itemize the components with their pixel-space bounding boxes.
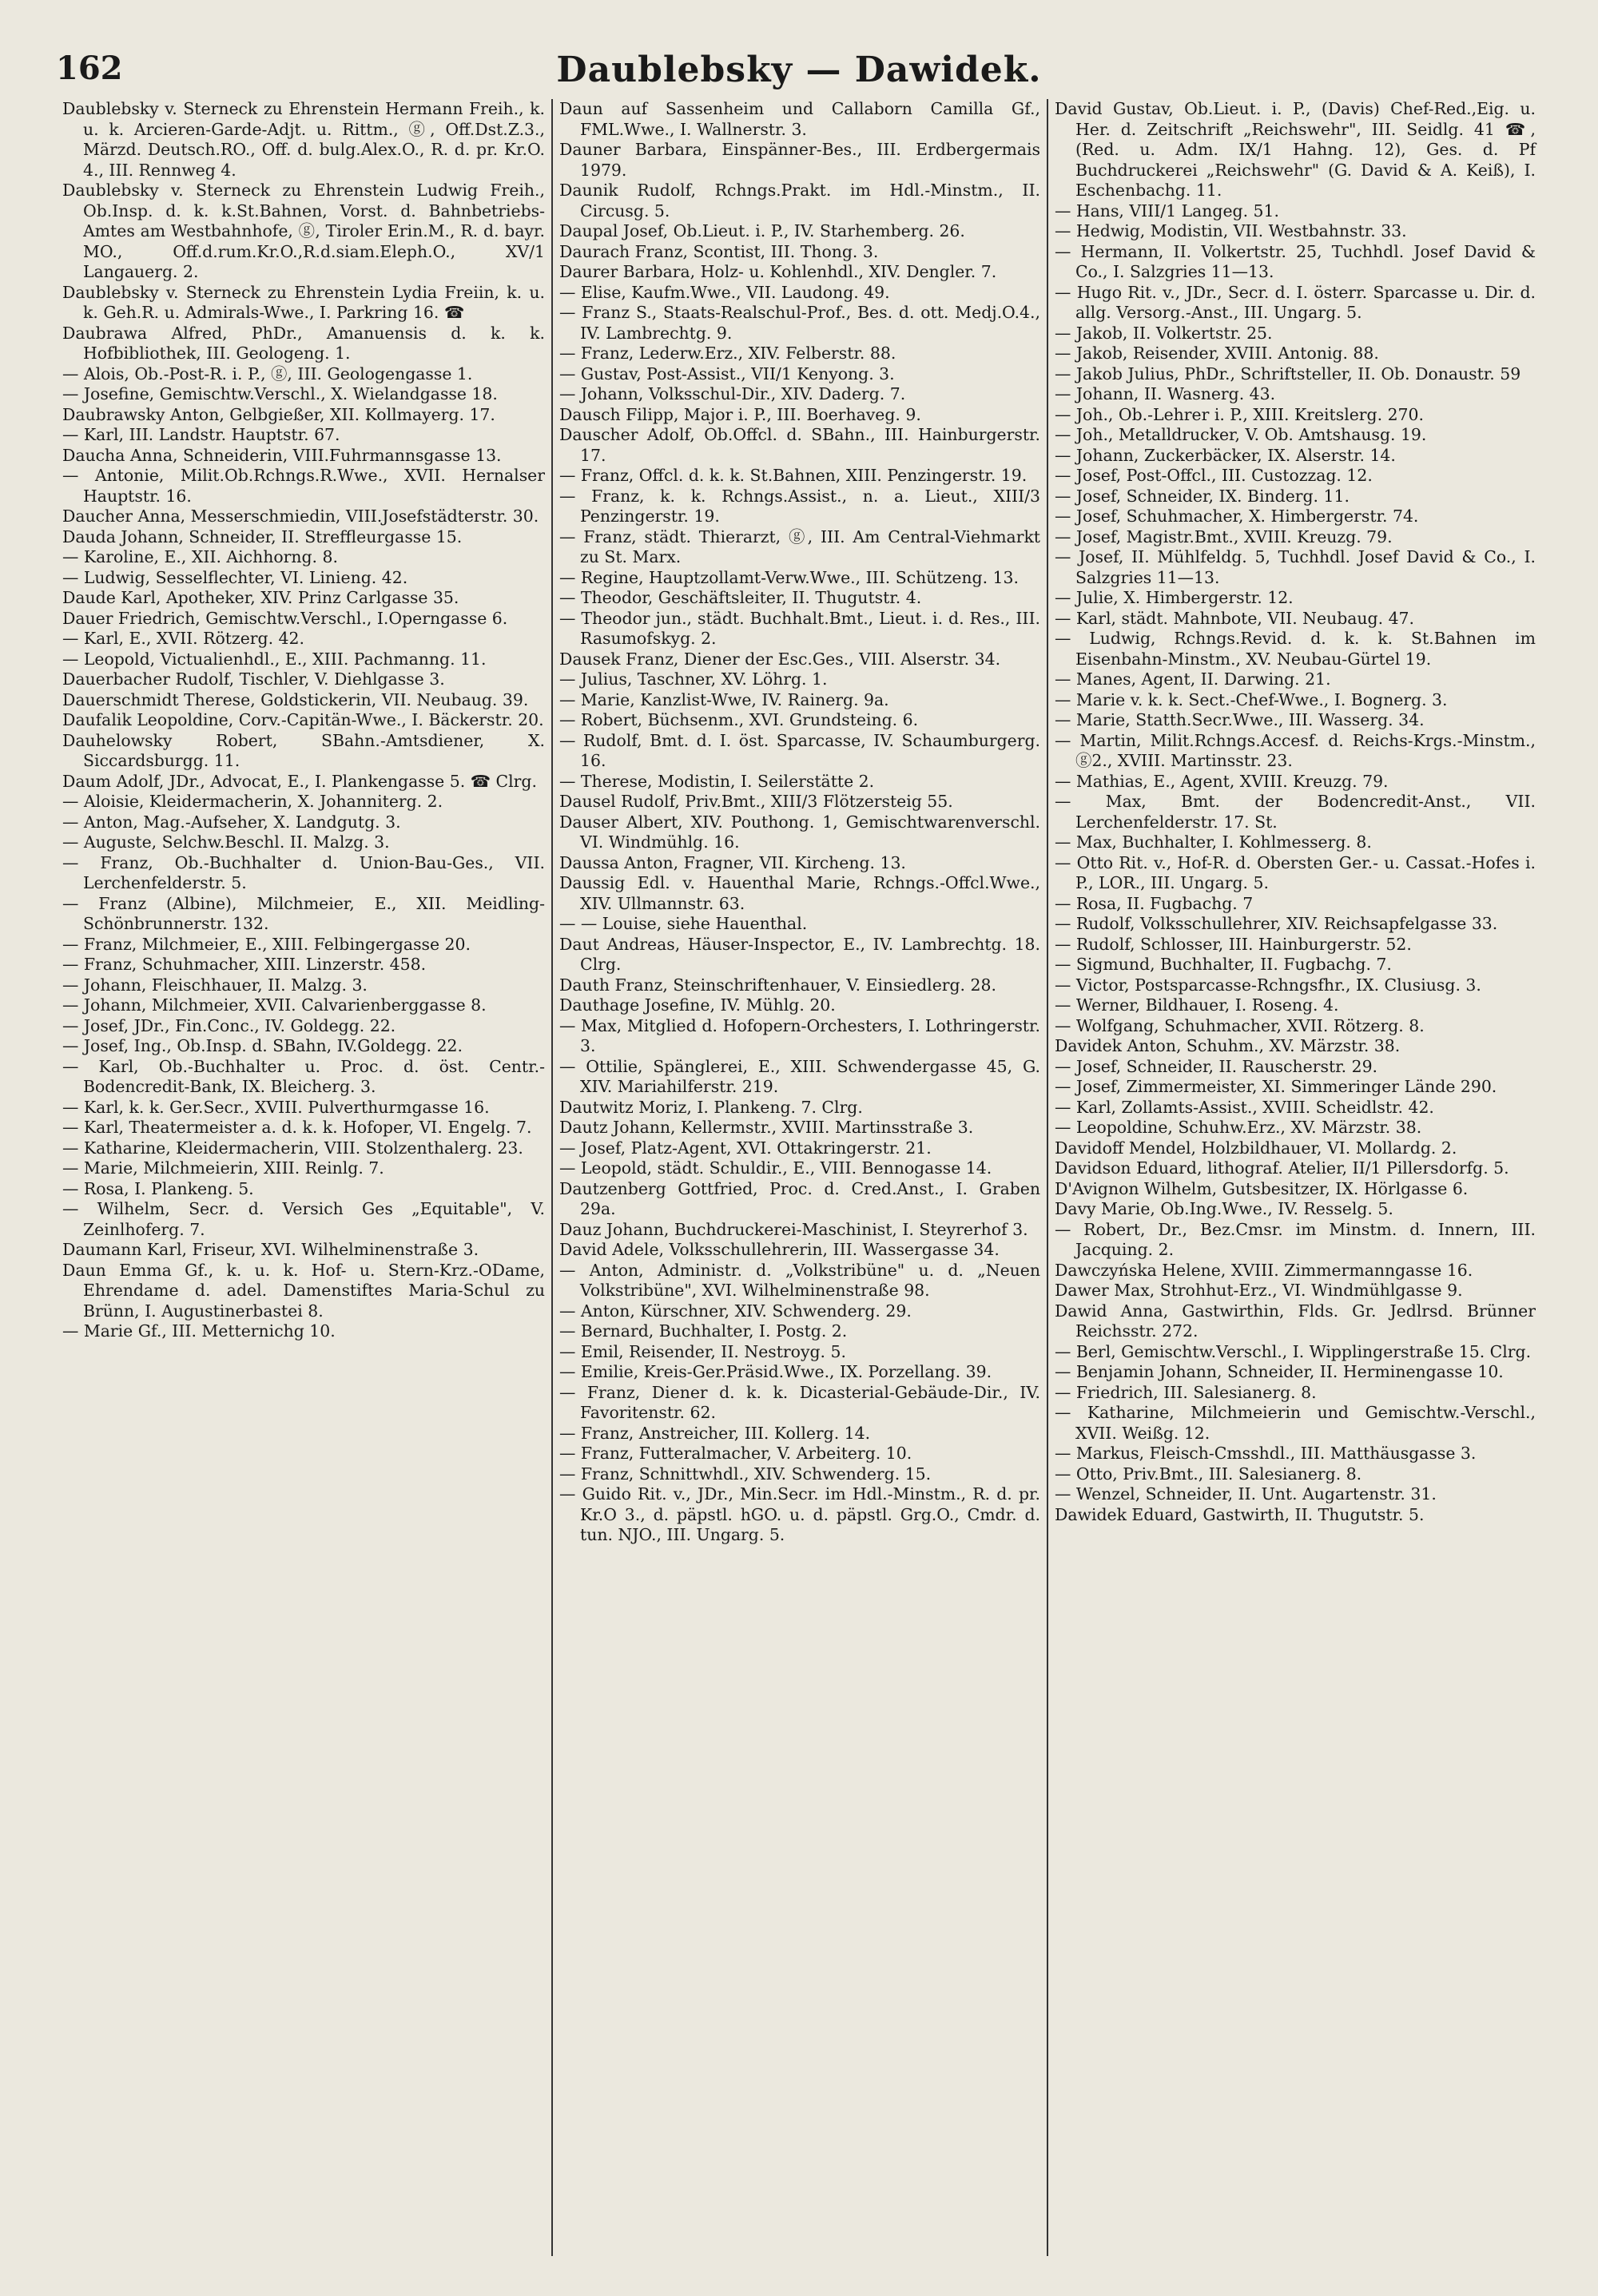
directory-entry: Davidson Eduard, lithograf. Atelier, II/1 Pillersdorfg. 5. (1055, 1158, 1509, 1178)
directory-entry: David Gustav, Ob.Lieut. i. P., (Davis) Chef-Red.,Eig. u. Her. d. Zeitschrift „Reichswehr", III. Seidlg. 41 ☎, (Red. u. Adm. IX/1 Hahng. 12), Ges. d. Pf Buchdruckerei „Reichswehr" (G. David & A. Keiß), I. Eschenbachg. 11. (1055, 99, 1536, 200)
directory-entry: — Josef, Magistr.Bmt., XVIII. Kreuzg. 79. (1055, 526, 1393, 546)
directory-entry: — Anton, Kürschner, XIV. Schwenderg. 29. (559, 1301, 912, 1321)
directory-entry: — Joh., Metalldrucker, V. Ob. Amtshausg. 19. (1055, 425, 1427, 444)
directory-entry: Davy Marie, Ob.Ing.Wwe., IV. Resselg. 5. (1055, 1199, 1393, 1218)
directory-entry: — Bernard, Buchhalter, I. Postg. 2. (559, 1321, 848, 1341)
directory-entry: — — Louise, siehe Hauenthal. (559, 914, 808, 933)
directory-entry: — Franz, Schuhmacher, XIII. Linzerstr. 458. (62, 955, 427, 974)
directory-entry: — Robert, Büchsenm., XVI. Grundsteing. 6. (559, 710, 919, 729)
directory-entry: — Franz, städt. Thierarzt, ⓖ, III. Am Central-Viehmarkt zu St. Marx. (559, 526, 1040, 566)
directory-entry: — Otto Rit. v., Hof-R. d. Obersten Ger.- u. Cassat.-Hofes i. P., LOR., III. Ungarg. 5. (1055, 852, 1536, 892)
column-2 (551, 99, 1047, 2256)
page-title: Daublebsky — Dawidek. (556, 50, 1042, 90)
directory-entry: — Antonie, Milit.Ob.Rchngs.R.Wwe., XVII. Hernalser Hauptstr. 16. (62, 466, 545, 506)
directory-entry: Daublebsky v. Sterneck zu Ehrenstein Ludwig Freih., Ob.Insp. d. k. k.St.Bahnen, Vorst. d. Bahnbetriebs-Amtes am Westbahnhofe, ⓖ, Tiroler Erin.M., R. d. bayr. MO., Off.d.rum.Kr.O.,R.d.siam.Eleph.O., XV/1 Langauerg. 2. (62, 181, 545, 281)
directory-entry: Daublebsky v. Sterneck zu Ehrenstein Lydia Freiin, k. u. k. Geh.R. u. Admirals-Wwe., I. Parkring 16. ☎ (62, 282, 545, 322)
directory-entry: Daurer Barbara, Holz- u. Kohlenhdl., XIV. Dengler. 7. (559, 262, 997, 281)
directory-entry: — Regine, Hauptzollamt-Verw.Wwe., III. Schützeng. 13. (559, 567, 1019, 587)
directory-entry: — Markus, Fleisch-Cmsshdl., III. Matthäusgasse 3. (1055, 1444, 1477, 1463)
directory-entry: — Max, Mitglied d. Hofopern-Orchesters, I. Lothringerstr. 3. (559, 1015, 1040, 1055)
directory-entry: — Karl, Ob.-Buchhalter u. Proc. d. öst. Centr.-Bodencredit-Bank, IX. Bleicherg. 3. (62, 1056, 545, 1096)
directory-entry: — Josefine, Gemischtw.Verschl., X. Wielandgasse 18. (62, 384, 498, 403)
directory-entry: — Karoline, E., XII. Aichhorng. 8. (62, 547, 338, 566)
directory-entry: — Wenzel, Schneider, II. Unt. Augartenstr. 31. (1055, 1484, 1437, 1504)
directory-entry: — Johann, II. Wasnerg. 43. (1055, 384, 1276, 403)
directory-entry: Dawczyńska Helene, XVIII. Zimmermanngasse 16. (1055, 1260, 1473, 1280)
directory-entry: Dauerschmidt Therese, Goldstickerin, VII. Neubaug. 39. (62, 689, 529, 709)
directory-entry: — Karl, Theatermeister a. d. k. k. Hofoper, VI. Engelg. 7. (62, 1118, 532, 1137)
directory-entry: Dauner Barbara, Einspänner-Bes., III. Erdbergermais 1979. (559, 140, 1040, 180)
directory-entry: — Johann, Volksschul-Dir., XIV. Daderg. 7. (559, 384, 906, 403)
directory-entry: Dawer Max, Strohhut-Erz., VI. Windmühlgasse 9. (1055, 1281, 1463, 1300)
directory-entry: — Alois, Ob.-Post-R. i. P., ⓖ, III. Geologengasse 1. (62, 363, 473, 383)
directory-entry: — Franz, Schnittwhdl., XIV. Schwenderg. 15. (559, 1464, 932, 1484)
directory-entry: — Leopoldine, Schuhw.Erz., XV. Märzstr. 38. (1055, 1118, 1422, 1137)
directory-entry: Dauz Johann, Buchdruckerei-Maschinist, I. Steyrerhof 3. (559, 1219, 1028, 1239)
directory-entry: — Werner, Bildhauer, I. Roseng. 4. (1055, 995, 1339, 1015)
directory-entry: — Rudolf, Schlosser, III. Hainburgerstr. 52. (1055, 934, 1412, 954)
directory-entry: — Joh., Ob.-Lehrer i. P., XIII. Kreitslerg. 270. (1055, 404, 1424, 424)
directory-entry: — Auguste, Selchw.Beschl. II. Malzg. 3. (62, 832, 390, 852)
directory-entry: Daucher Anna, Messerschmiedin, VIII.Josefstädterstr. 30. (62, 506, 539, 526)
directory-entry: Daussig Edl. v. Hauenthal Marie, Rchngs.-Offcl.Wwe., XIV. Ullmannstr. 63. (559, 873, 1040, 913)
directory-entry: Daun Emma Gf., k. u. k. Hof- u. Stern-Krz.-ODame, Ehrendame d. adel. Damenstiftes Maria-Schul zu Brünn, I. Augustinerbastei 8. (62, 1260, 545, 1321)
directory-entry: — Wolfgang, Schuhmacher, XVII. Rötzerg. 8. (1055, 1015, 1425, 1035)
directory-entry: — Berl, Gemischtw.Verschl., I. Wipplingerstraße 15. Clrg. (1055, 1341, 1532, 1361)
directory-entry: — Robert, Dr., Bez.Cmsr. im Minstm. d. Innern, III. Jacquing. 2. (1055, 1219, 1536, 1259)
directory-entry: Daupal Josef, Ob.Lieut. i. P., IV. Starhemberg. 26. (559, 221, 965, 240)
directory-entry: — Rudolf, Bmt. d. I. öst. Sparcasse, IV. Schaumburgerg. 16. (559, 730, 1040, 770)
directory-entry: David Adele, Volksschullehrerin, III. Wassergasse 34. (559, 1240, 1000, 1259)
directory-entry: — Manes, Agent, II. Darwing. 21. (1055, 669, 1331, 689)
directory-entry: Dausel Rudolf, Priv.Bmt., XIII/3 Flötzersteig 55. (559, 792, 953, 811)
directory-entry: Dauth Franz, Steinschriftenhauer, V. Einsiedlerg. 28. (559, 975, 996, 995)
directory-entry: — Josef, Ing., Ob.Insp. d. SBahn, IV.Goldegg. 22. (62, 1036, 463, 1055)
directory-entry: — Josef, JDr., Fin.Conc., IV. Goldegg. 22. (62, 1015, 396, 1035)
directory-entry: — Anton, Administr. d. „Volkstribüne" u. d. „Neuen Volkstribüne", XVI. Wilhelminenstraße 98. (559, 1260, 1040, 1300)
directory-entry: — Marie Gf., III. Metternichg 10. (62, 1321, 336, 1341)
directory-entry: Dautz Johann, Kellermstr., XVIII. Martinsstraße 3. (559, 1118, 974, 1137)
directory-entry: — Emil, Reisender, II. Nestroyg. 5. (559, 1341, 846, 1361)
directory-entry: — Therese, Modistin, I. Seilerstätte 2. (559, 771, 875, 791)
directory-entry: — Max, Bmt. der Bodencredit-Anst., VII. Lerchenfelderstr. 17. St. (1055, 792, 1536, 832)
directory-entry: — Marie, Kanzlist-Wwe, IV. Rainerg. 9a. (559, 689, 889, 709)
directory-entry: Dautzenberg Gottfried, Proc. d. Cred.Anst., I. Graben 29a. (559, 1178, 1040, 1218)
directory-entry: — Anton, Mag.-Aufseher, X. Landgutg. 3. (62, 812, 401, 832)
page-number: 162 (56, 50, 123, 87)
directory-entry: — Rudolf, Volksschullehrer, XIV. Reichsapfelgasse 33. (1055, 914, 1498, 933)
directory-entry: — Emilie, Kreis-Ger.Präsid.Wwe., IX. Porzellang. 39. (559, 1362, 992, 1381)
directory-entry: Daumann Karl, Friseur, XVI. Wilhelminenstraße 3. (62, 1240, 479, 1259)
directory-entry: — Benjamin Johann, Schneider, II. Herminengasse 10. (1055, 1362, 1504, 1381)
directory-entry: Davidoff Mendel, Holzbildhauer, VI. Mollardg. 2. (1055, 1138, 1457, 1158)
directory-entry: — Mathias, E., Agent, XVIII. Kreuzg. 79. (1055, 771, 1389, 791)
directory-entry: — Otto, Priv.Bmt., III. Salesianerg. 8. (1055, 1464, 1362, 1484)
directory-entry: — Franz S., Staats-Realschul-Prof., Bes. d. ott. Medj.O.4., IV. Lambrechtg. 9. (559, 303, 1040, 343)
directory-entry: Daucha Anna, Schneiderin, VIII.Fuhrmannsgasse 13. (62, 445, 502, 465)
directory-entry: — Franz, k. k. Rchngs.Assist., n. a. Lieut., XIII/3 Penzingerstr. 19. (559, 486, 1040, 526)
directory-entry: Daufalik Leopoldine, Corv.-Capitän-Wwe., I. Bäckerstr. 20. (62, 710, 544, 729)
directory-entry: — Franz (Albine), Milchmeier, E., XII. Meidling-Schönbrunnerstr. 132. (62, 893, 545, 933)
directory-entry: — Karl, E., XVII. Rötzerg. 42. (62, 629, 304, 648)
directory-entry: — Elise, Kaufm.Wwe., VII. Laudong. 49. (559, 282, 890, 302)
directory-entry: Daunik Rudolf, Rchngs.Prakt. im Hdl.-Minstm., II. Circusg. 5. (559, 181, 1040, 220)
directory-entry: — Leopold, städt. Schuldir., E., VIII. Bennogasse 14. (559, 1158, 992, 1178)
directory-entry: Dauda Johann, Schneider, II. Streffleurgasse 15. (62, 526, 463, 546)
directory-entry: — Ludwig, Rchngs.Revid. d. k. k. St.Bahnen im Eisenbahn-Minstm., XV. Neubau-Gürtel 19. (1055, 629, 1536, 669)
directory-entry: — Leopold, Victualienhdl., E., XIII. Pachmanng. 11. (62, 649, 487, 669)
directory-entry: Davidek Anton, Schuhm., XV. Märzstr. 38. (1055, 1036, 1401, 1055)
directory-entry: — Marie v. k. k. Sect.-Chef-Wwe., I. Bognerg. 3. (1055, 689, 1448, 709)
directory-entry: — Katharine, Kleidermacherin, VIII. Stolzenthalerg. 23. (62, 1138, 523, 1158)
directory-entry: Dauerbacher Rudolf, Tischler, V. Diehlgasse 3. (62, 669, 445, 689)
directory-entry: — Wilhelm, Secr. d. Versich Ges „Equitable", V. Zeinlhoferg. 7. (62, 1199, 545, 1239)
directory-entry: — Hugo Rit. v., JDr., Secr. d. I. österr. Sparcasse u. Dir. d. allg. Versorg.-Anst., III. Ungarg. 5. (1055, 282, 1536, 322)
directory-entry: Dauthage Josefine, IV. Mühlg. 20. (559, 995, 836, 1015)
directory-entry: — Guido Rit. v., JDr., Min.Secr. im Hdl.-Minstm., R. d. pr. Kr.O 3., d. päpstl. hGO. u. d. päpstl. Grg.O., Cmdr. d. tun. NJO., III. Ungarg. 5. (559, 1484, 1040, 1544)
directory-entry: Daussa Anton, Fragner, VII. Kircheng. 13. (559, 852, 906, 872)
directory-entry: — Victor, Postsparcasse-Rchngsfhr., IX. Clusiusg. 3. (1055, 975, 1481, 995)
directory-entry: — Hedwig, Modistin, VII. Westbahnstr. 33. (1055, 221, 1407, 240)
directory-entry: — Sigmund, Buchhalter, II. Fugbachg. 7. (1055, 955, 1392, 974)
directory-entry: — Jakob Julius, PhDr., Schriftsteller, II. Ob. Donaustr. 59 (1055, 363, 1521, 383)
directory-entry: — Jakob, Reisender, XVIII. Antonig. 88. (1055, 344, 1379, 363)
directory-entry: — Josef, Schuhmacher, X. Himbergerstr. 74. (1055, 506, 1419, 526)
directory-entry: — Theodor jun., städt. Buchhalt.Bmt., Lieut. i. d. Res., III. Rasumofskyg. 2. (559, 608, 1040, 648)
directory-entry: — Josef, Zimmermeister, XI. Simmeringer Lände 290. (1055, 1077, 1497, 1096)
directory-entry: — Josef, Schneider, II. Rauscherstr. 29. (1055, 1056, 1378, 1076)
directory-entry: Daurach Franz, Scontist, III. Thong. 3. (559, 241, 879, 261)
directory-entry: Dauer Friedrich, Gemischtw.Verschl., I.Operngasse 6. (62, 608, 508, 628)
directory-entry: — Josef, II. Mühlfeldg. 5, Tuchhdl. Josef David & Co., I. Salzgries 11—13. (1055, 547, 1536, 587)
directory-entry: — Ottilie, Spänglerei, E., XIII. Schwendergasse 45, G. XIV. Mariahilferstr. 219. (559, 1056, 1040, 1096)
directory-entry: — Franz, Futteralmacher, V. Arbeiterg. 10. (559, 1444, 912, 1463)
directory-entry: — Karl, k. k. Ger.Secr., XVIII. Pulverthurmgasse 16. (62, 1097, 490, 1117)
directory-entry: D'Avignon Wilhelm, Gutsbesitzer, IX. Hörlgasse 6. (1055, 1178, 1469, 1198)
directory-entry: — Julius, Taschner, XV. Löhrg. 1. (559, 669, 828, 689)
directory-entry: Daun auf Sassenheim und Callaborn Camilla Gf., FML.Wwe., I. Wallnerstr. 3. (559, 99, 1040, 139)
directory-entry: — Franz, Offcl. d. k. k. St.Bahnen, XIII. Penzingerstr. 19. (559, 466, 1028, 485)
directory-entry: — Johann, Milchmeier, XVII. Calvarienberggasse 8. (62, 995, 487, 1015)
directory-entry: — Friedrich, III. Salesianerg. 8. (1055, 1382, 1317, 1402)
directory-entry: Daublebsky v. Sterneck zu Ehrenstein Hermann Freih., k. u. k. Arcieren-Garde-Adjt. u. Rittm., ⓖ, Off.Dst.Z.3., Märzd. Deutsch.RO., Off. d. bulg.Alex.O., R. d. pr. Kr.O. 4., III. Rennweg 4. (62, 99, 545, 180)
directory-entry: Daude Karl, Apotheker, XIV. Prinz Carlgasse 35. (62, 588, 459, 607)
directory-entry: — Martin, Milit.Rchngs.Accesf. d. Reichs-Krgs.-Minstm., ⓖ2., XVIII. Martinsstr. 23. (1055, 730, 1536, 770)
directory-entry: — Marie, Milchmeierin, XIII. Reinlg. 7. (62, 1158, 384, 1178)
directory-entry: Dawid Anna, Gastwirthin, Flds. Gr. Jedlrsd. Brünner Reichsstr. 272. (1055, 1301, 1536, 1341)
directory-entry: — Max, Buchhalter, I. Kohlmesserg. 8. (1055, 832, 1372, 852)
directory-entry: — Hans, VIII/1 Langeg. 51. (1055, 201, 1279, 220)
directory-entry: — Gustav, Post-Assist., VII/1 Kenyong. 3. (559, 363, 895, 383)
directory-entry: — Karl, Zollamts-Assist., XVIII. Scheidlstr. 42. (1055, 1097, 1434, 1117)
directory-entry: Daubrawa Alfred, PhDr., Amanuensis d. k. k. Hofbibliothek, III. Geologeng. 1. (62, 323, 545, 363)
directory-entry: Dauhelowsky Robert, SBahn.-Amtsdiener, X. Siccardsburgg. 11. (62, 730, 545, 770)
directory-entry: Dawidek Eduard, Gastwirth, II. Thugutstr. 5. (1055, 1504, 1425, 1524)
column-1 (56, 99, 551, 2256)
directory-entry: — Josef, Schneider, IX. Binderg. 11. (1055, 486, 1350, 506)
column-3 (1047, 99, 1542, 2256)
directory-entry: — Johann, Fleischhauer, II. Malzg. 3. (62, 975, 368, 995)
directory-entry: — Marie, Statth.Secr.Wwe., III. Wasserg. 34. (1055, 710, 1425, 729)
directory-entry: Dausek Franz, Diener der Esc.Ges., VIII. Alserstr. 34. (559, 649, 1001, 669)
directory-entry: — Katharine, Milchmeierin und Gemischtw.-Verschl., XVII. Weißg. 12. (1055, 1403, 1536, 1443)
directory-entry: — Franz, Ob.-Buchhalter d. Union-Bau-Ges., VII. Lerchenfelderstr. 5. (62, 852, 545, 892)
directory-entry: Dausch Filipp, Major i. P., III. Boerhaveg. 9. (559, 404, 921, 424)
directory-entry: — Julie, X. Himbergerstr. 12. (1055, 588, 1294, 607)
directory-entry: — Hermann, II. Volkertstr. 25, Tuchhdl. Josef David & Co., I. Salzgries 11—13. (1055, 241, 1536, 281)
directory-entry: — Ludwig, Sesselflechter, VI. Linieng. 42. (62, 567, 408, 587)
directory-entry: Daum Adolf, JDr., Advocat, E., I. Plankengasse 5. ☎ Clrg. (62, 771, 537, 791)
directory-entry: — Josef, Post-Offcl., III. Custozzag. 12. (1055, 466, 1373, 485)
directory-entry: — Jakob, II. Volkertstr. 25. (1055, 323, 1273, 343)
page-header (56, 50, 1542, 97)
directory-columns (56, 99, 1542, 2256)
directory-entry: — Theodor, Geschäftsleiter, II. Thugutstr. 4. (559, 588, 922, 607)
directory-entry: — Rosa, I. Plankeng. 5. (62, 1178, 254, 1198)
directory-entry: — Franz, Diener d. k. k. Dicasterial-Gebäude-Dir., IV. Favoritenstr. 62. (559, 1382, 1040, 1422)
directory-entry: — Franz, Lederw.Erz., XIV. Felberstr. 88. (559, 344, 896, 363)
directory-entry: — Franz, Anstreicher, III. Kollerg. 14. (559, 1423, 871, 1443)
directory-entry: — Josef, Platz-Agent, XVI. Ottakringerstr. 21. (559, 1138, 932, 1158)
directory-entry: — Johann, Zuckerbäcker, IX. Alserstr. 14. (1055, 445, 1396, 465)
directory-entry: — Aloisie, Kleidermacherin, X. Johanniterg. 2. (62, 792, 443, 811)
directory-entry: — Franz, Milchmeier, E., XIII. Felbingergasse 20. (62, 934, 471, 954)
directory-entry: Daubrawsky Anton, Gelbgießer, XII. Kollmayerg. 17. (62, 404, 495, 424)
directory-entry: — Karl, III. Landstr. Hauptstr. 67. (62, 425, 340, 444)
directory-entry: — Karl, städt. Mahnbote, VII. Neubaug. 47. (1055, 608, 1414, 628)
directory-entry: Dauscher Adolf, Ob.Offcl. d. SBahn., III. Hainburgerstr. 17. (559, 425, 1040, 465)
directory-entry: Daut Andreas, Häuser-Inspector, E., IV. Lambrechtg. 18. Clrg. (559, 934, 1040, 974)
directory-entry: Dautwitz Moriz, I. Plankeng. 7. Clrg. (559, 1097, 863, 1117)
directory-entry: Dauser Albert, XIV. Pouthong. 1, Gemischtwarenverschl. VI. Windmühlg. 16. (559, 812, 1040, 852)
directory-entry: — Rosa, II. Fugbachg. 7 (1055, 893, 1254, 913)
